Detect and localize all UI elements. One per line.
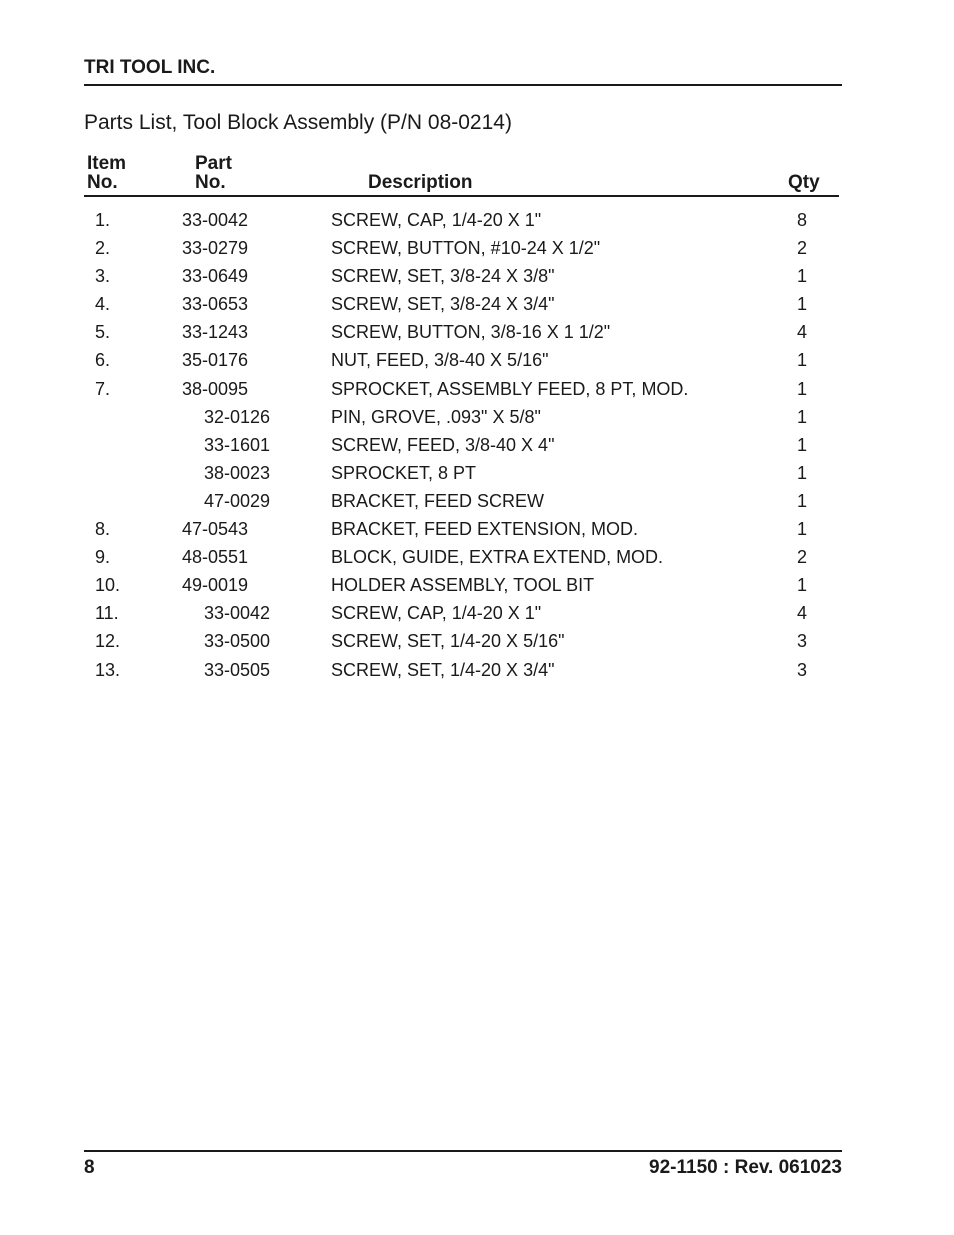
item-number: 6. [95, 350, 111, 371]
part-number: 38-0095 [182, 378, 249, 399]
part-description: SCREW, BUTTON, 3/8-16 X 1 1/2" [331, 322, 611, 343]
item-number: 3. [95, 266, 111, 287]
part-description: SPROCKET, ASSEMBLY FEED, 8 PT, MOD. [331, 378, 689, 399]
table-row [0, 459, 954, 487]
table-row [0, 403, 954, 431]
column-header-item-line1: Item [87, 153, 127, 174]
part-number: 48-0551 [182, 547, 249, 568]
part-quantity: 1 [797, 575, 808, 596]
item-number: 4. [95, 294, 111, 315]
part-number: 33-0500 [204, 631, 271, 652]
part-number: 32-0126 [204, 406, 271, 427]
part-quantity: 1 [797, 490, 808, 511]
part-number: 33-0279 [182, 238, 249, 259]
part-quantity: 3 [797, 659, 808, 680]
table-row [0, 234, 954, 262]
column-header-item [87, 154, 126, 192]
part-description: SCREW, BUTTON, #10-24 X 1/2" [331, 238, 601, 259]
part-number: 33-0649 [182, 266, 249, 287]
part-description: BLOCK, GUIDE, EXTRA EXTEND, MOD. [331, 547, 664, 568]
table-row [0, 571, 954, 599]
part-number: 33-0505 [204, 659, 271, 680]
item-number: 7. [95, 378, 111, 399]
item-number: 13. [95, 659, 121, 680]
table-row [0, 262, 954, 290]
part-quantity: 1 [797, 406, 808, 427]
column-header-part [195, 154, 232, 192]
part-description: SPROCKET, 8 PT [331, 462, 477, 483]
footer-rule [84, 1150, 842, 1152]
table-row [0, 515, 954, 543]
part-quantity: 2 [797, 238, 808, 259]
part-description: SCREW, CAP, 1/4-20 X 1" [331, 210, 542, 230]
item-number: 8. [95, 519, 111, 540]
table-row [0, 290, 954, 318]
header-rule [84, 84, 842, 86]
part-quantity: 1 [797, 294, 808, 315]
part-description: SCREW, SET, 3/8-24 X 3/4" [331, 294, 555, 315]
item-number: 5. [95, 322, 111, 343]
part-quantity: 1 [797, 434, 808, 455]
table-row [0, 318, 954, 346]
table-row [0, 627, 954, 655]
part-description: HOLDER ASSEMBLY, TOOL BIT [331, 575, 595, 596]
part-description: SCREW, SET, 1/4-20 X 3/4" [331, 659, 555, 680]
part-quantity: 1 [797, 462, 808, 483]
part-number: 47-0029 [204, 490, 271, 511]
part-description: SCREW, SET, 3/8-24 X 3/8" [331, 266, 555, 287]
column-header-item-line2: No. [87, 172, 118, 193]
part-description: BRACKET, FEED SCREW [331, 490, 545, 511]
part-quantity: 1 [797, 350, 808, 371]
part-description: NUT, FEED, 3/8-40 X 5/16" [331, 350, 549, 371]
part-number: 33-1243 [182, 322, 249, 343]
column-header-qty: Qty [788, 172, 820, 193]
part-number: 49-0019 [182, 575, 249, 596]
item-number: 10. [95, 575, 121, 596]
part-description: PIN, GROVE, .093" X 5/8" [331, 406, 541, 427]
table-row [0, 656, 954, 684]
column-header-description: Description [368, 172, 473, 193]
item-number: 12. [95, 631, 121, 652]
part-number: 35-0176 [182, 350, 249, 371]
page-number: 8 [84, 1157, 95, 1178]
part-number: 33-0653 [182, 294, 249, 315]
column-header-part-line1: Part [195, 153, 232, 174]
item-number: 11. [95, 603, 119, 624]
table-row [0, 375, 954, 403]
table-row [0, 543, 954, 571]
part-description: SCREW, FEED, 3/8-40 X 4" [331, 434, 555, 455]
part-number: 38-0023 [204, 462, 271, 483]
table-row [0, 206, 954, 234]
table-row [0, 599, 954, 627]
part-description: BRACKET, FEED EXTENSION, MOD. [331, 519, 639, 540]
page-title: Parts List, Tool Block Assembly (P/N 08-0214) [84, 111, 512, 134]
parts-table-body [0, 206, 954, 684]
table-row [0, 431, 954, 459]
company-name: TRI TOOL INC. [84, 57, 216, 78]
part-number: 47-0543 [182, 519, 249, 540]
part-quantity: 4 [797, 322, 808, 343]
table-header-rule [84, 195, 839, 197]
part-number: 33-0042 [204, 603, 271, 624]
part-quantity: 2 [797, 547, 808, 568]
item-number: 9. [95, 547, 111, 568]
item-number: 2. [95, 238, 111, 259]
part-description: SCREW, CAP, 1/4-20 X 1" [331, 603, 542, 624]
part-quantity: 8 [797, 210, 808, 230]
part-quantity: 1 [797, 266, 808, 287]
part-quantity: 1 [797, 378, 808, 399]
part-description: SCREW, SET, 1/4-20 X 5/16" [331, 631, 565, 652]
column-header-part-line2: No. [195, 172, 226, 193]
document-id: 92-1150 : Rev. 061023 [649, 1157, 842, 1178]
part-number: 33-0042 [182, 210, 249, 230]
part-quantity: 1 [797, 519, 808, 540]
table-row [0, 346, 954, 374]
table-row [0, 487, 954, 515]
part-quantity: 3 [797, 631, 808, 652]
item-number: 1. [95, 210, 111, 230]
part-quantity: 4 [797, 603, 808, 624]
part-number: 33-1601 [204, 434, 271, 455]
